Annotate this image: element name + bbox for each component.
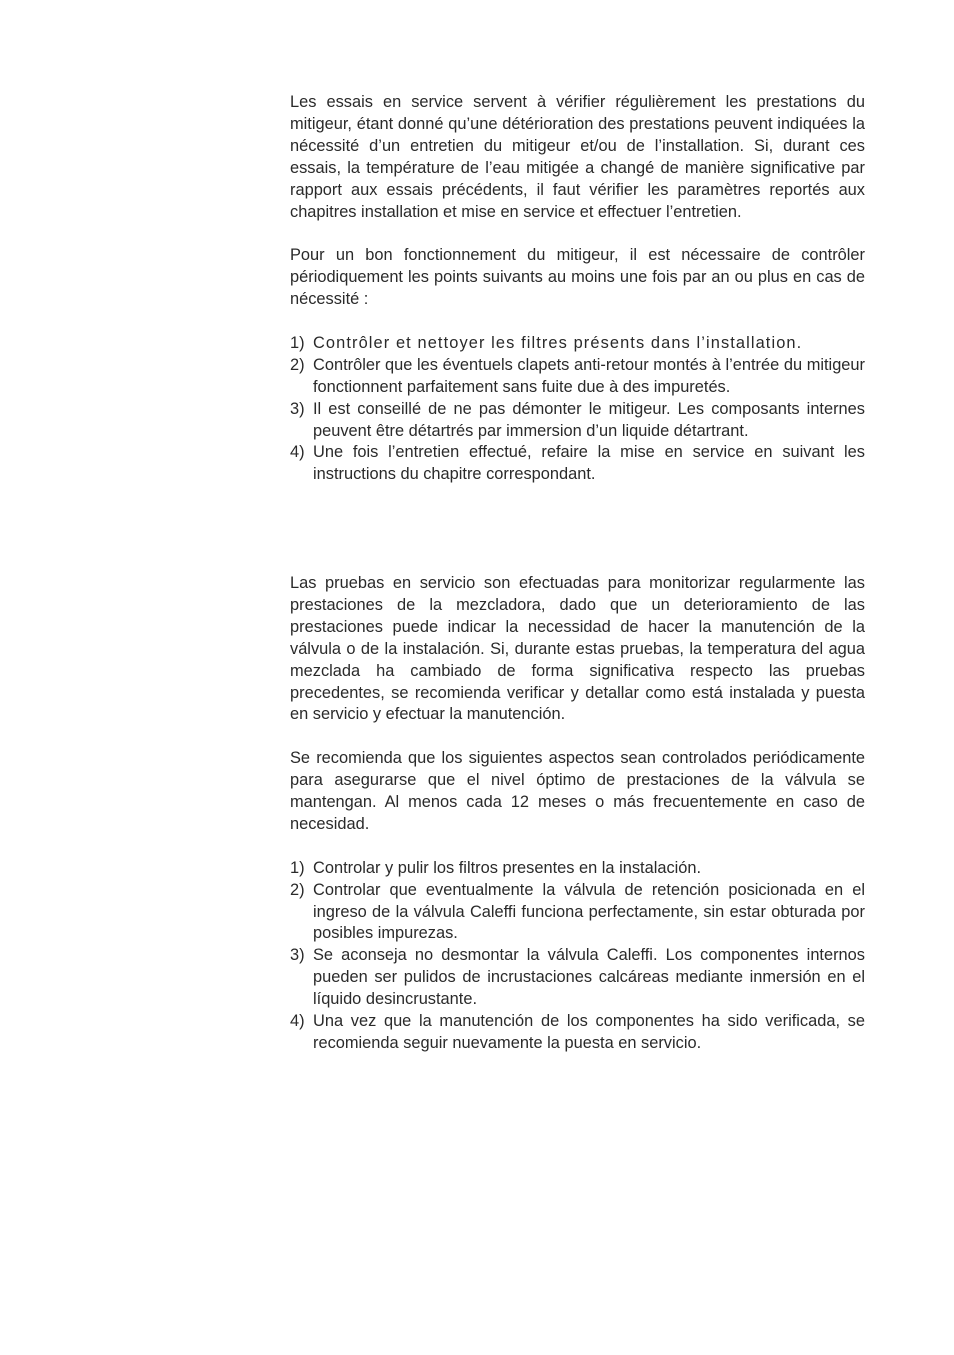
step-number: 2) (290, 880, 305, 899)
spanish-step-1 (290, 858, 865, 880)
paragraph-spacer (290, 726, 865, 748)
spanish-intro-paragraph: Las pruebas en servicio son efectuadas para monitorizar regularmente las prestaciones de la mezcladora, dado que un deterioramiento de las prestaciones puede indicar la necessidad de hacer la manutención de la válvula o de la instalación. Si, durante estas pruebas, la temperatura del agua mezclada ha cambiado de forma significativa respecto las pruebas precedentes, se recomienda verificar y detallar como está instalada y puesta en servicio y efectuar la manutención. (290, 574, 865, 724)
step-number: 1) (290, 333, 305, 352)
spanish-maintenance-list (290, 858, 865, 1055)
step-text: Une fois l’entretien effectué, refaire la mise en service en suivant les instructions du chapitre correspondant. (313, 443, 865, 484)
french-step-4 (290, 442, 865, 486)
paragraph-spacer (290, 836, 865, 858)
french-maintenance-intro: Pour un bon fonctionnement du mitigeur, il est nécessaire de contrôler périodiquement les points suivants au moins une fois par an ou plus en cas de nécessité : (290, 246, 865, 309)
step-text: Controlar que eventualmente la válvula de retención posicionada en el ingreso de la válvula Caleffi funciona perfectamente, sin estar obturada por posibles impurezas. (313, 880, 865, 943)
spanish-step-2 (290, 880, 865, 946)
spanish-step-3 (290, 945, 865, 1011)
step-number: 2) (290, 355, 305, 374)
step-text: Contrôler et nettoyer les filtres présents dans l’installation. (313, 333, 803, 352)
step-number: 4) (290, 443, 305, 462)
french-step-3 (290, 399, 865, 443)
spanish-step-4 (290, 1011, 865, 1055)
french-step-2 (290, 355, 865, 399)
step-text: Se aconseja no desmontar la válvula Caleffi. Los componentes internos pueden ser pulidos de incrustaciones calcáreas mediante inmersión en el líquido desincrustante. (313, 946, 865, 1009)
step-text: Una vez que la manutención de los componentes ha sido verificada, se recomienda seguir nuevamente la puesta en servicio. (313, 1012, 865, 1052)
spanish-maintenance-intro: Se recomienda que los siguientes aspectos sean controlados periódicamente para asegurarse que el nivel óptimo de prestaciones de la válvula se mantengan. Al menos cada 12 meses o más frecuentemente en caso de necesidad. (290, 749, 865, 833)
paragraph-spacer (290, 223, 865, 245)
french-maintenance-list (290, 333, 865, 486)
step-text: Controlar y pulir los filtros presentes en la instalación. (313, 858, 702, 877)
step-number: 4) (290, 1012, 305, 1031)
step-number: 3) (290, 946, 305, 965)
french-intro-paragraph: Les essais en service servent à vérifier régulièrement les prestations du mitigeur, étant donné qu’une détérioration des prestations peuvent indiquées la nécessité d’un entretien du mitigeur et/ou de l’installation. Si, durant ces essais, la température de l’eau mitigée a changé de manière significative par rapport aux essais précédents, il faut vérifier les paramètres reportés aux chapitres installation et mise en service et effectuer l’entretien. (290, 93, 865, 221)
step-text: Il est conseillé de ne pas démonter le mitigeur. Les composants internes peuvent être détartrés par immersion d’un liquide détartrant. (313, 399, 865, 440)
spanish-section (290, 573, 865, 1055)
step-number: 1) (290, 858, 305, 877)
step-text: Contrôler que les éventuels clapets anti-retour montés à l’entrée du mitigeur fonctionnent parfaitement sans fuite due à des impuretés. (313, 355, 865, 396)
french-section (290, 92, 865, 486)
french-step-1 (290, 333, 865, 355)
paragraph-spacer (290, 311, 865, 333)
step-number: 3) (290, 399, 305, 418)
